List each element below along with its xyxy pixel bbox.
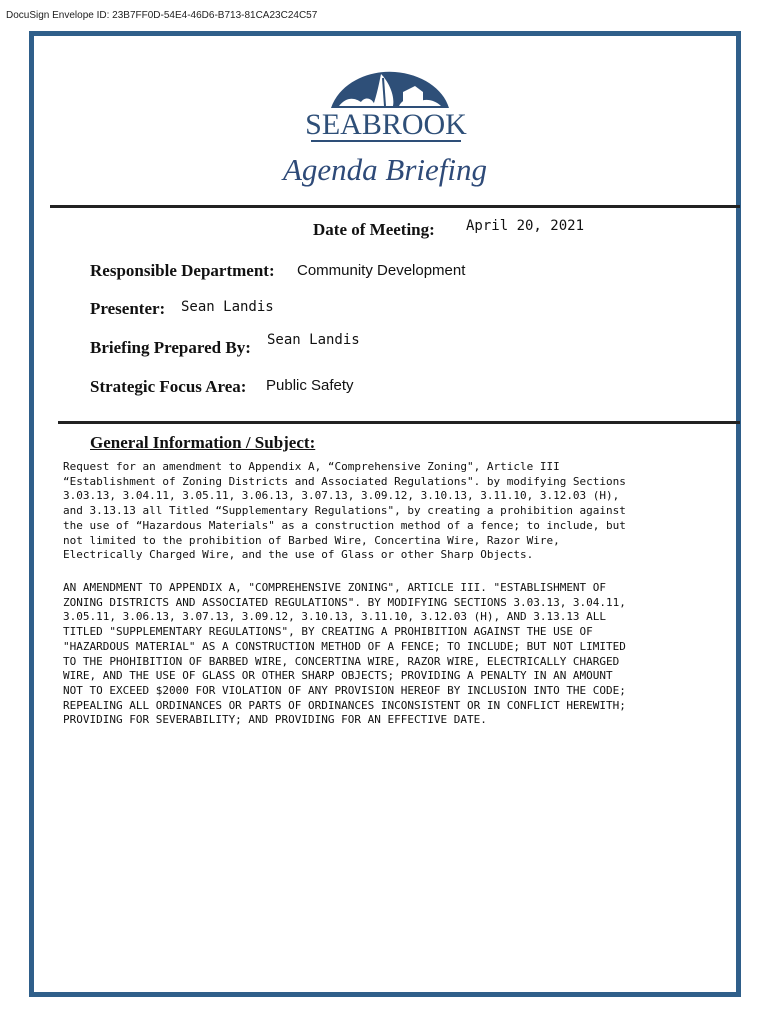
presenter-value: Sean Landis — [181, 299, 274, 315]
strategic-focus-area-value: Public Safety — [266, 377, 354, 394]
responsible-department-value: Community Development — [297, 262, 466, 279]
amendment-paragraph: AN AMENDMENT TO APPENDIX A, "COMPREHENSIVE ZONING", ARTICLE III. "ESTABLISHMENT OF ZONING DISTRICTS AND ASSOCIATED REGULATIONS". BY MODIFYING SECTIONS 3.03.13, 3.04.11, 3.05.11, 3.06.13, 3.07.13, 3.09.12, 3.10.13, 3.11.10, 3.12.03 (H), AND 3.13.13 ALL TITLED "SUPPLEMENTARY REGULATIONS", BY CREATING A PROHIBITION AGAINST THE USE OF "HAZARDOUS MATERIAL" AS A CONSTRUCTION METHOD OF A FENCE; TO INCLUDE; BUT NOT LIMITED TO THE PHOHIBITION OF BARBED WIRE, CONCERTINA WIRE, RAZOR WIRE, ELECTRICALLY CHARGED WIRE, AND THE USE OF GLASS OR OTHER SHARP OBJECTS; PROVIDING A PENALTY IN AN AMOUNT NOT TO EXCEED $2000 FOR VIOLATION OF ANY PROVISION HEREOF BY INCLUSION INTO THE CODE; REPEALING ALL ORDINANCES OR PARTS OF ORDINANCES INCONSISTENT OR IN CONFLICT HEREWITH; PROVIDING FOR SEVERABILITY; AND PROVIDING FOR AN EFFECTIVE DATE. — [63, 581, 626, 727]
divider — [50, 205, 740, 208]
seabrook-wordmark: SEABROOK — [305, 108, 467, 141]
presenter-label: Presenter: — [90, 299, 166, 318]
responsible-department-label: Responsible Department: — [90, 261, 275, 280]
date-of-meeting-value: April 20, 2021 — [466, 218, 585, 234]
briefing-prepared-by-value: Sean Landis — [267, 332, 360, 348]
divider — [58, 421, 740, 424]
docusign-envelope-id: DocuSign Envelope ID: 23B7FF0D-54E4-46D6-B713-81CA23C24C57 — [6, 10, 318, 21]
subject-paragraph: Request for an amendment to Appendix A, “Comprehensive Zoning", Article III “Establishment of Zoning Districts and Associated Regulations". by modifying Sections 3.03.13, 3.04.11, 3.05.11, 3.06.13, 3.07.13, 3.09.12, 3.10.13, 3.11.10, 3.12.03 (H), and 3.13.13 all Titled “Supplementary Regulations", by creating a prohibition against the use of “Hazardous Materials" as a construction method of a fence; to include, but not limited to the prohibition of Barbed Wire, Concertina Wire, Razor Wire, Electrically Charged Wire, and the use of Glass or other Sharp Objects. — [63, 460, 626, 562]
page-title: Agenda Briefing — [282, 152, 488, 187]
date-of-meeting-label: Date of Meeting: — [313, 220, 435, 239]
briefing-prepared-by-label: Briefing Prepared By: — [90, 338, 251, 357]
strategic-focus-area-label: Strategic Focus Area: — [90, 377, 247, 396]
section-heading: General Information / Subject: — [90, 433, 316, 452]
